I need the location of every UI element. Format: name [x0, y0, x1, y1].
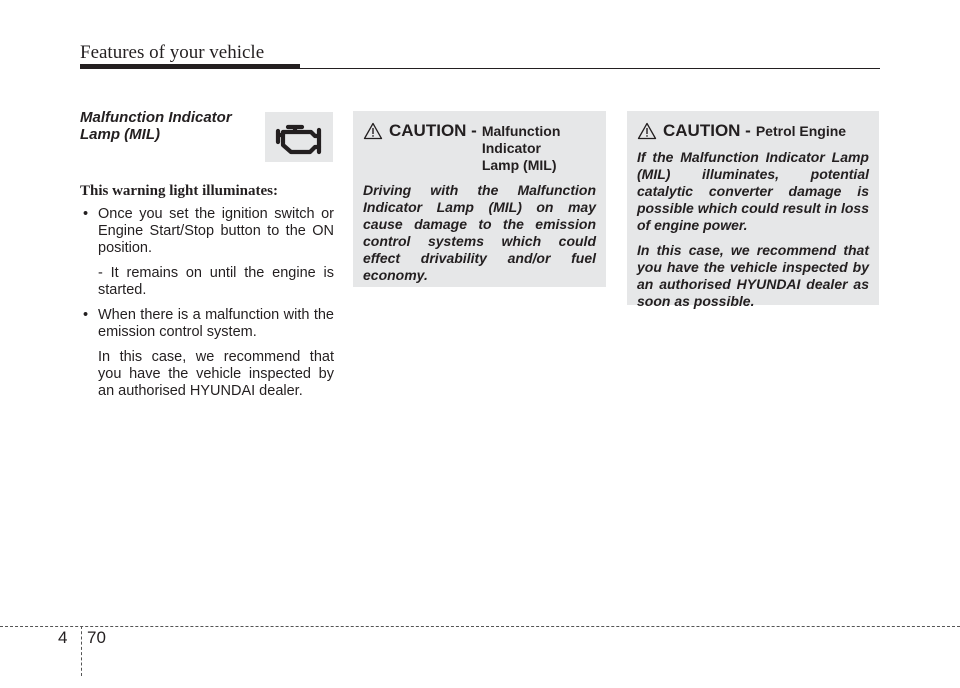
- caution-heading: [637, 121, 869, 141]
- bullet-list: [80, 206, 334, 408]
- warning-light-box: [265, 112, 333, 162]
- bullet-subtext: In this case, we recommend that you have the vehicle inspected by an authorised HYUNDAI dealer.: [98, 349, 334, 399]
- caution-text: If the Malfunction Indicator Lamp (MIL) illuminates, potential catalytic converter damage is possible which could result in loss of engine power.: [637, 149, 869, 233]
- warning-triangle-icon: [637, 122, 657, 140]
- page-number: 70: [87, 628, 106, 647]
- section-title-line1: Malfunction Indicator: [80, 109, 232, 126]
- footer-rule: [0, 626, 960, 627]
- caution-label: CAUTION -: [389, 121, 477, 140]
- caution-subject-line2: Indicator: [481, 140, 541, 156]
- caution-box-petrol: [627, 111, 879, 309]
- bullet-subtext: - It remains on until the engine is started.: [98, 265, 334, 298]
- header-rule: [80, 68, 880, 69]
- caution-text: In this case, we recommend that you have the vehicle inspected by an authorised HYUNDAI dealer as soon as possible.: [637, 242, 869, 309]
- chapter-number: 4: [58, 628, 68, 647]
- list-item: [80, 307, 334, 400]
- section-title: [80, 109, 260, 143]
- caution-subject-line3: Lamp (MIL): [481, 157, 557, 173]
- bullet-text: Once you set the ignition switch or Engine Start/Stop button to the ON position.: [98, 206, 334, 256]
- warning-triangle-icon: [363, 122, 383, 140]
- caution-label: CAUTION -: [663, 121, 751, 140]
- list-item: [80, 206, 334, 299]
- caution-subject: Petrol Engine: [755, 123, 847, 139]
- section-title-line2: Lamp (MIL): [80, 126, 160, 143]
- bullet-text: When there is a malfunction with the emission control system.: [98, 307, 334, 340]
- caution-subject-line1: Malfunction: [481, 123, 561, 139]
- caution-subject: [482, 121, 561, 174]
- bullet-dot: •: [83, 206, 89, 222]
- bullet-dot: •: [83, 307, 89, 323]
- caution-heading: [363, 121, 596, 174]
- header-title: Features of your vehicle: [80, 42, 265, 63]
- footer-divider: [81, 626, 82, 676]
- engine-check-icon: [272, 118, 326, 156]
- caution-text: Driving with the Malfunction Indicator Lamp (MIL) on may cause damage to the emission control systems which could effect drivability and/or fuel economy.: [363, 182, 596, 283]
- caution-box-mil: [353, 111, 606, 287]
- subheading: This warning light illuminates:: [80, 183, 278, 199]
